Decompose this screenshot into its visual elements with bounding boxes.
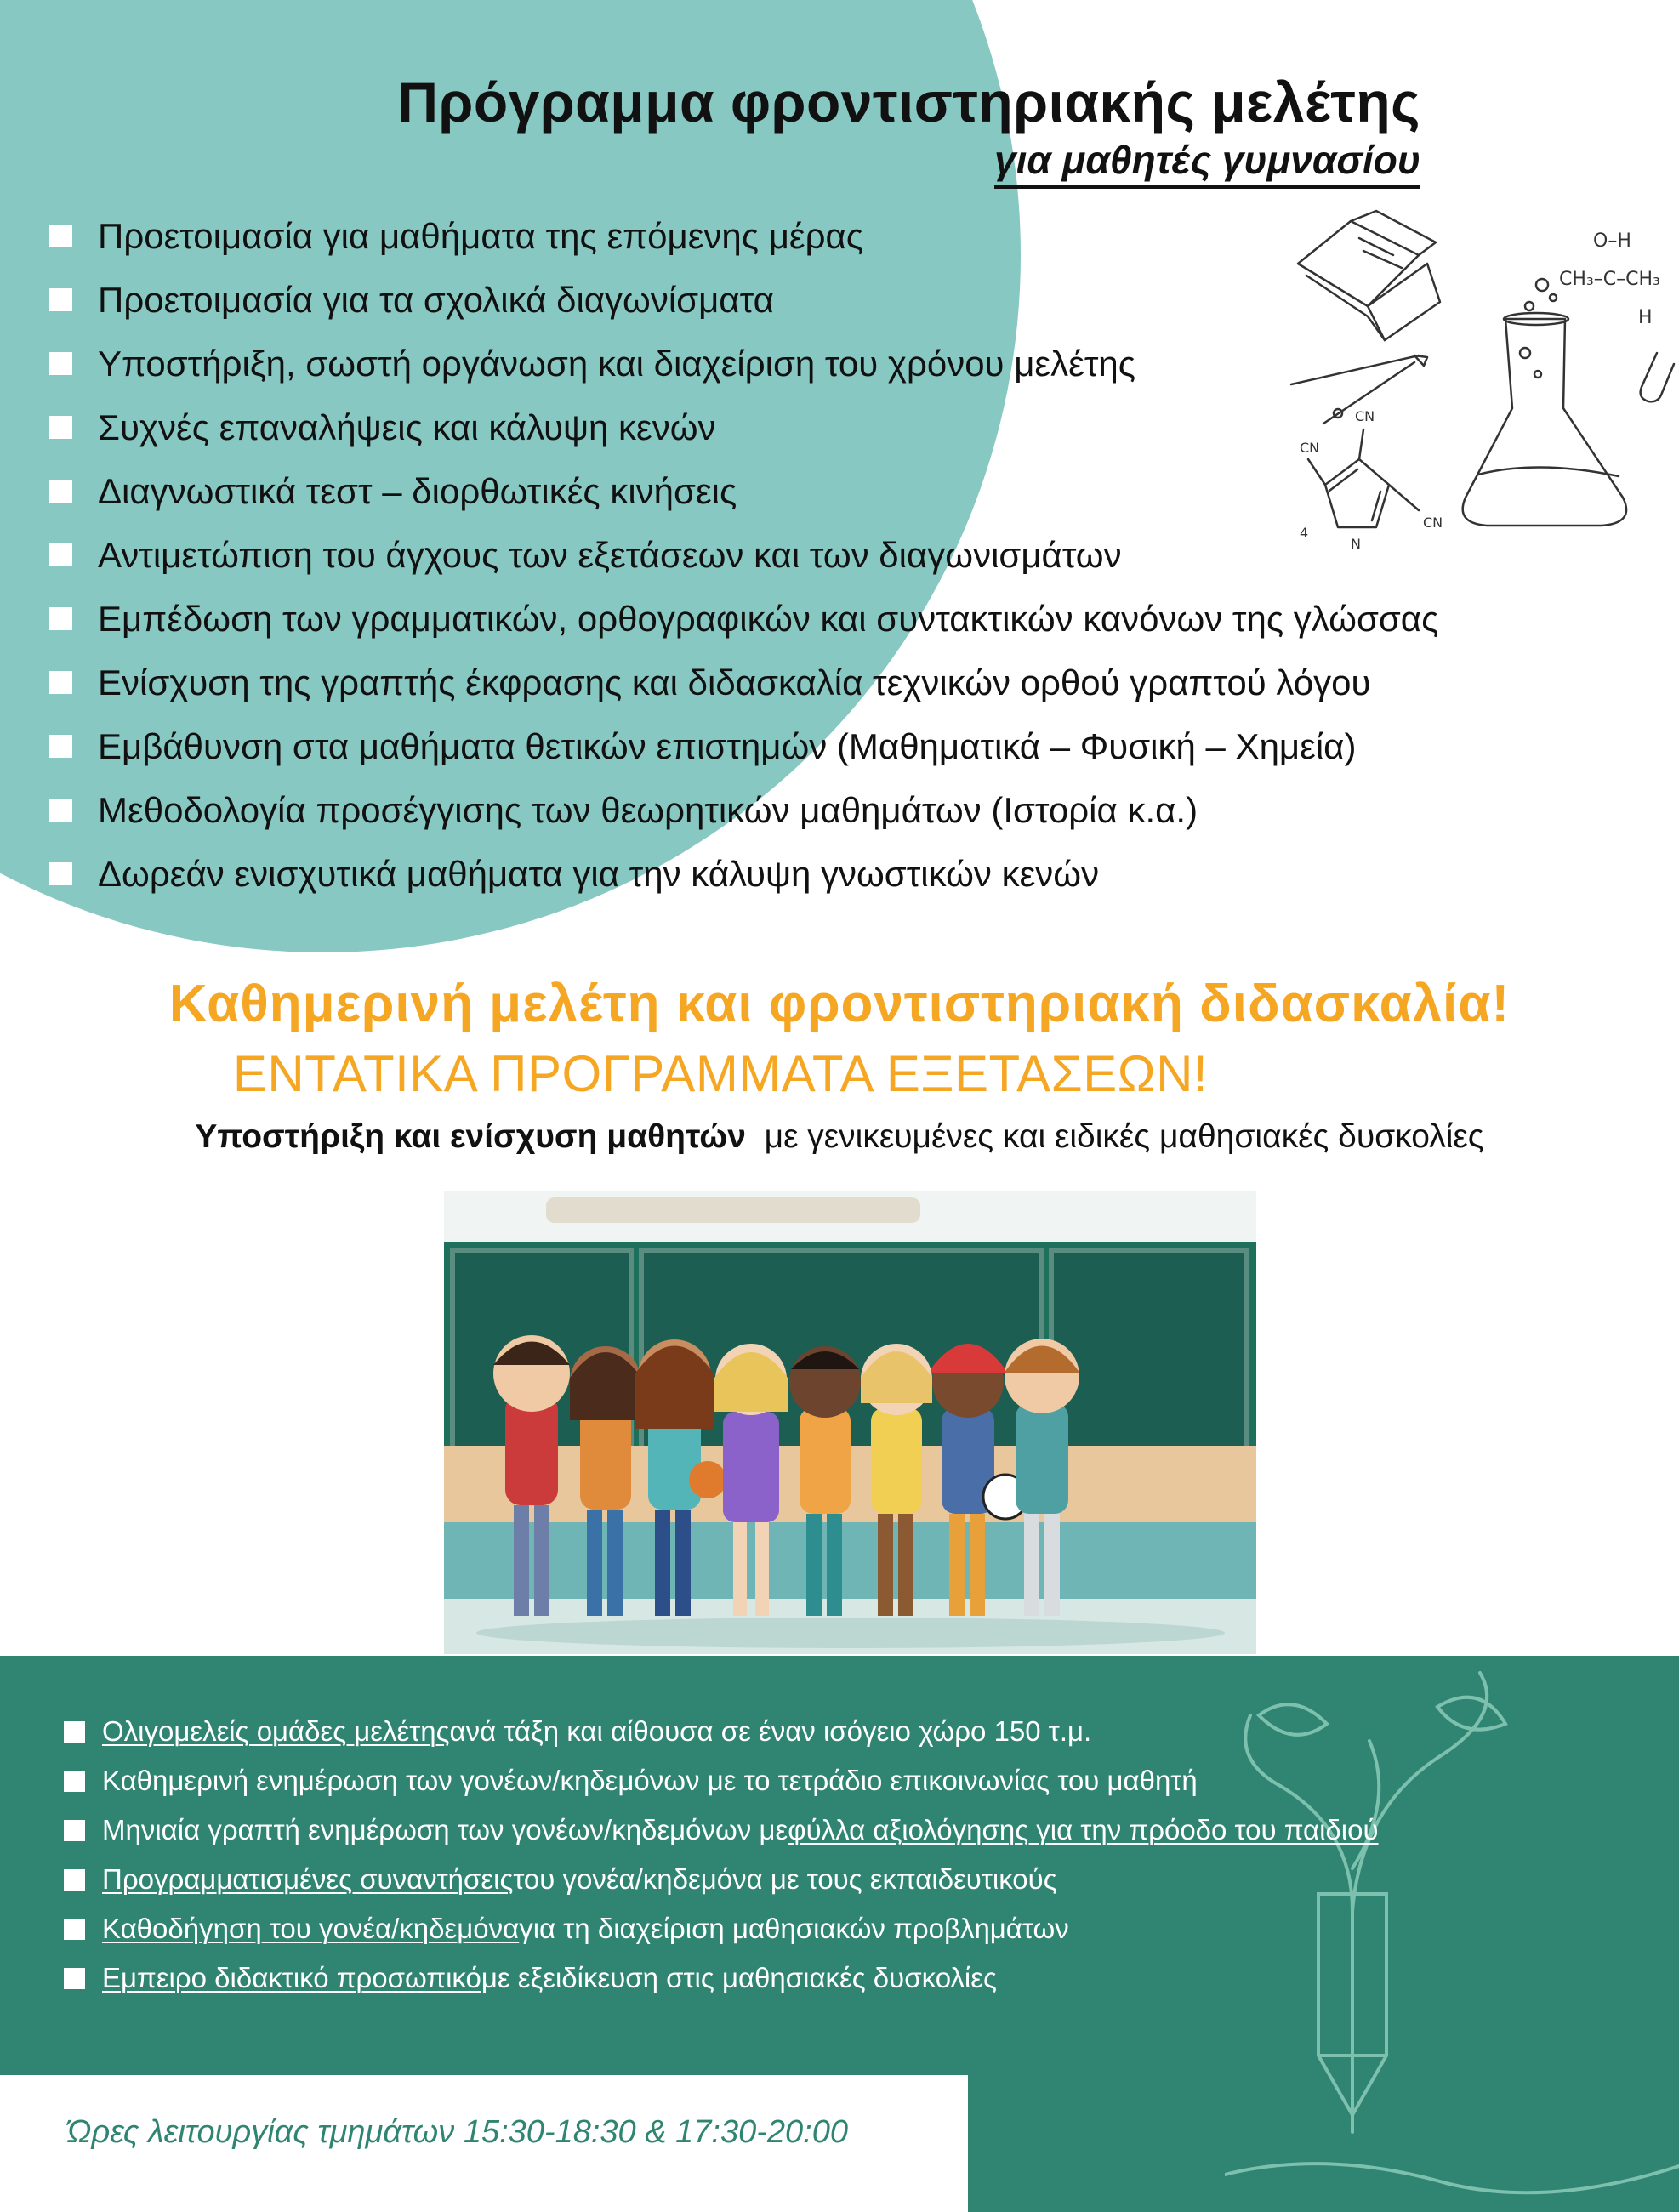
bullet-square-icon: [49, 543, 72, 566]
bullet-square-icon: [64, 1869, 85, 1891]
bullet-square-icon: [49, 288, 72, 311]
list-item: Ολιγομελείς ομάδες μελέτης ανά τάξη και αίθουσα σε έναν ισόγειο χώρο 150 τ.μ.: [64, 1707, 1379, 1756]
list-item: Εμπέδωση των γραμματικών, ορθογραφικών και συντακτικών κανόνων της γλώσσας: [49, 587, 1438, 651]
bullet-square-icon: [49, 607, 72, 630]
formula-top: O–H: [1593, 230, 1631, 252]
features-list: [64, 1707, 1379, 2003]
paperclip-icon: [1641, 353, 1674, 401]
list-item: Προετοιμασία για τα σχολικά διαγωνίσματα: [49, 268, 1438, 332]
list-item: Αντιμετώπιση του άγχους των εξετάσεων και των διαγωνισμάτων: [49, 523, 1438, 587]
molecule-sketch: [1308, 429, 1419, 527]
list-item: Δωρεάν ενισχυτικά μαθήματα για την κάλυψη γνωστικών κενών: [49, 842, 1438, 906]
molecule-label-cn: CN: [1355, 408, 1375, 424]
science-sketch-illustration: [1257, 204, 1679, 578]
formula-bottom: H: [1638, 307, 1653, 328]
bullet-square-icon: [64, 1820, 85, 1841]
bullet-square-icon: [64, 1968, 85, 1989]
list-item: Συχνές επαναλήψεις και κάλυψη κενών: [49, 395, 1438, 459]
list-item: Καθοδήγηση του γονέα/κηδεμόνα για τη διαχείριση μαθησιακών προβλημάτων: [64, 1904, 1379, 1953]
open-book-icon: [1298, 211, 1440, 340]
formula-mid: CH₃–C–CH₃: [1559, 269, 1660, 290]
list-item: Ενίσχυση της γραπτής έκφρασης και διδασκαλία τεχνικών ορθού γραπτού λόγου: [49, 651, 1438, 714]
page-title: Πρόγραμμα φροντιστηριακής μελέτης: [397, 71, 1420, 134]
list-item: Μεθοδολογία προσέγγισης των θεωρητικών μαθημάτων (Ιστορία κ.α.): [49, 778, 1438, 842]
molecule-label-4: 4: [1300, 525, 1309, 541]
molecule-label-n: N: [1351, 536, 1361, 552]
bullet-square-icon: [64, 1721, 85, 1743]
bullet-square-icon: [49, 352, 72, 375]
list-item: Μηνιαία γραπτή ενημέρωση των γονέων/κηδεμόνων με φύλλα αξιολόγησης για την πρόοδο του παιδιού: [64, 1805, 1379, 1855]
bullet-square-icon: [49, 416, 72, 439]
headline-intensive-programs: ΕΝΤΑΤΙΚΑ ΠΡΟΓΡΑΜΜΑΤΑ ΕΞΕΤΑΣΕΩΝ!: [232, 1045, 1209, 1102]
bullet-square-icon: [49, 480, 72, 503]
list-item: Προγραμματισμένες συναντήσεις του γονέα/κηδεμόνα με τους εκπαιδευτικούς: [64, 1855, 1379, 1904]
flask-icon: [1463, 279, 1626, 526]
support-line: Υποστήριξη και ενίσχυση μαθητών με γενικευμένες και ειδικές μαθησιακές δυσκολίες: [195, 1118, 1484, 1155]
page-subtitle: για μαθητές γυμνασίου: [994, 138, 1420, 189]
molecule-label-cn: CN: [1300, 440, 1320, 456]
bullet-square-icon: [49, 799, 72, 822]
classroom-kids-illustration: [444, 1191, 1256, 1654]
list-item: Προετοιμασία για μαθήματα της επόμενης μέρας: [49, 204, 1438, 268]
bullet-square-icon: [49, 735, 72, 758]
list-item: Υποστήριξη, σωστή οργάνωση και διαχείριση του χρόνου μελέτης: [49, 332, 1438, 395]
list-item: Διαγνωστικά τεστ – διορθωτικές κινήσεις: [49, 459, 1438, 523]
bullet-square-icon: [64, 1919, 85, 1940]
list-item: Καθημερινή ενημέρωση των γονέων/κηδεμόνων με το τετράδιο επικοινωνίας του μαθητή: [64, 1756, 1379, 1805]
opening-hours: Ώρες λειτουργίας τμημάτων 15:30-18:30 & 17:30-20:00: [66, 2114, 848, 2150]
headline-daily-study: Καθημερινή μελέτη και φροντιστηριακή διδασκαλία!: [168, 975, 1511, 1033]
services-list: [49, 204, 1438, 906]
list-item: Εμπειρο διδακτικό προσωπικό με εξειδίκευση στις μαθησιακές δυσκολίες: [64, 1953, 1379, 2003]
header: [0, 68, 1420, 189]
molecule-label-cn: CN: [1423, 515, 1443, 531]
bullet-square-icon: [49, 671, 72, 694]
bullet-square-icon: [49, 862, 72, 885]
bullet-square-icon: [49, 225, 72, 247]
bullet-square-icon: [64, 1771, 85, 1792]
list-item: Εμβάθυνση στα μαθήματα θετικών επιστημών (Μαθηματικά – Φυσική – Χημεία): [49, 714, 1438, 778]
